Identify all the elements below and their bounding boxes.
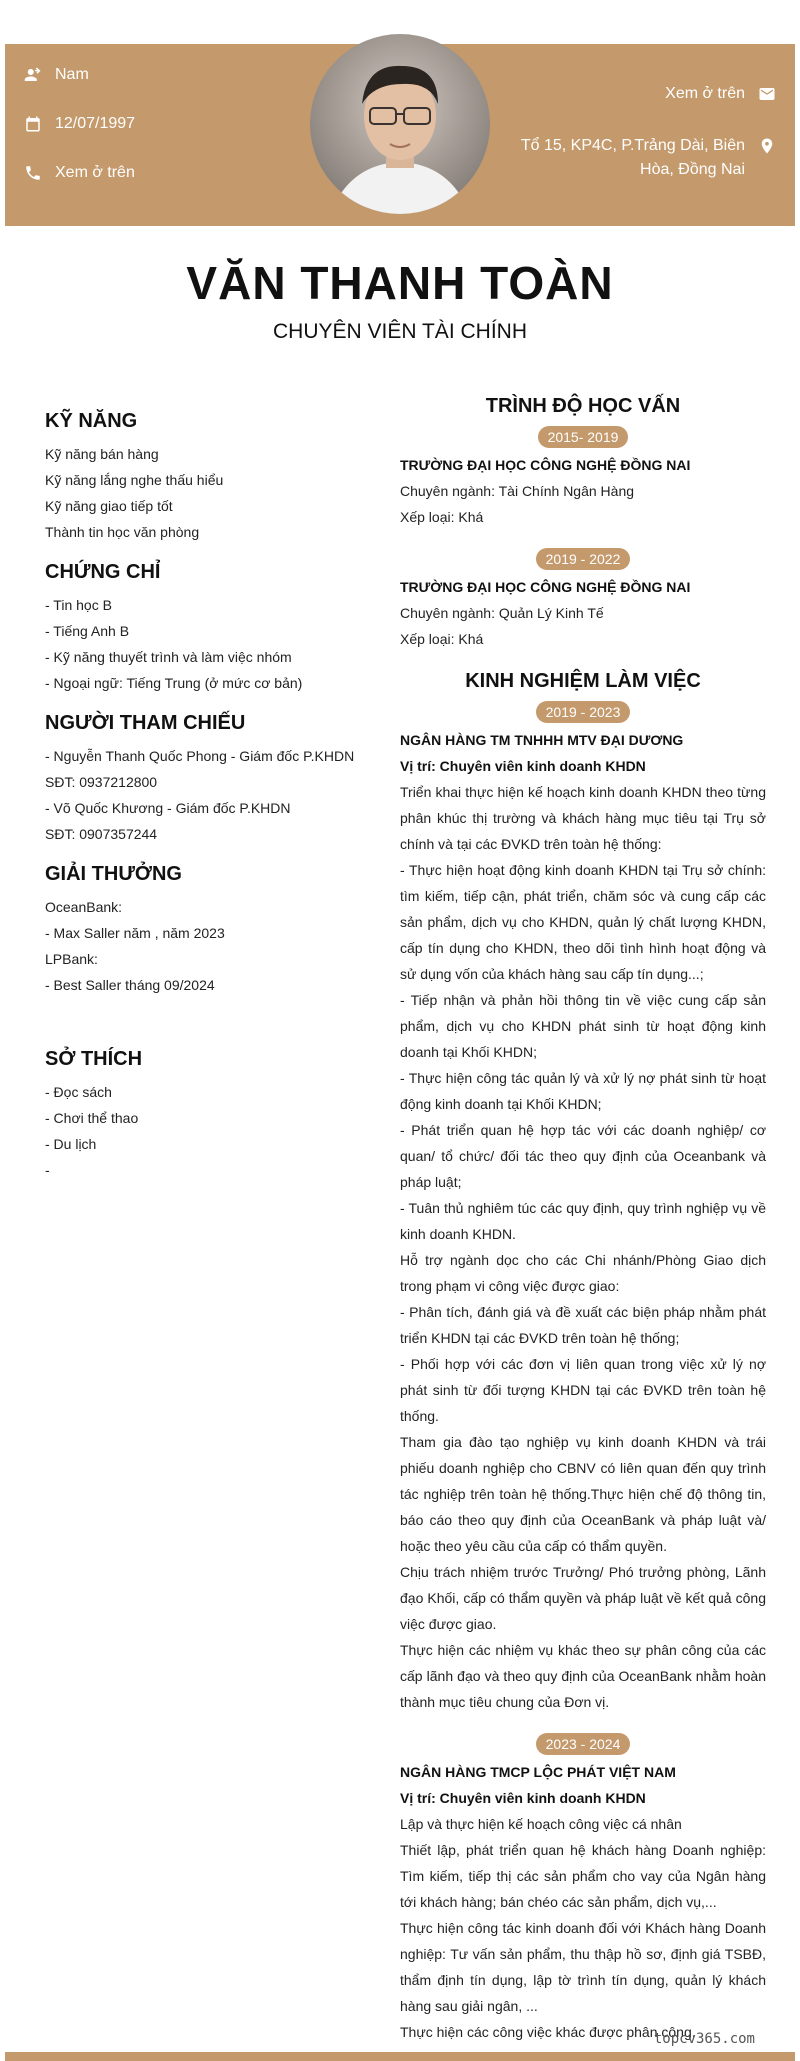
references-section: [45, 712, 375, 847]
list-item: SĐT: 0907357244: [45, 826, 158, 842]
birthday-row: [24, 115, 135, 133]
calendar-icon: [24, 115, 42, 133]
certificates-section: [45, 561, 375, 696]
major: Chuyên ngành: Quản Lý Kinh Tế: [400, 605, 604, 621]
address-row: [496, 134, 776, 182]
duty-line: - Phát triển quan hệ hợp tác với các doanh nghiệp/ cơ quan/ tổ chức/ đối tác theo quy định của Oceanbank và pháp luật;: [400, 1122, 766, 1190]
period-badge: 2019 - 2023: [536, 701, 631, 723]
grade: Xếp loại: Khá: [400, 509, 484, 525]
gender-icon: [24, 66, 42, 84]
list-item: Kỹ năng bán hàng: [45, 446, 159, 462]
list-item: - Max Saller năm , năm 2023: [45, 925, 225, 941]
duty-line: - Thực hiện công tác quản lý và xử lý nợ phát sinh từ hoạt động kinh doanh tại Khối KHDN;: [400, 1070, 766, 1112]
list-item: Kỹ năng giao tiếp tốt: [45, 498, 173, 514]
duty-line: Lập và thực hiện kế hoạch công việc cá nhân: [400, 1816, 682, 1832]
address-block: [521, 134, 745, 182]
duty-line: Thực hiện công tác kinh doanh đối với Khách hàng Doanh nghiệp: Tư vấn sản phẩm, thu thập hồ sơ, định giá TSBĐ, thẩm định tín dụng, lập tờ trình tín dụng, quản lý khách hàng sau giải ngân, ...: [400, 1920, 766, 2014]
gender-row: [24, 66, 89, 84]
school-name: TRƯỜNG ĐẠI HỌC CÔNG NGHỆ ĐỒNG NAI: [400, 457, 691, 473]
right-column: [400, 395, 766, 2061]
watermark: topcv365.com: [653, 2031, 755, 2047]
education-entry: [400, 548, 766, 652]
company-name: NGÂN HÀNG TM TNHHH MTV ĐẠI DƯƠNG: [400, 732, 684, 748]
duty-line: Tham gia đào tạo nghiệp vụ kinh doanh KHDN và trái phiếu doanh nghiệp cho CBNV có liên quan đến quy trình tác nghiệp trên toàn hệ thống.Thực hiện chế độ thông tin, báo cáo theo quy định của OceanBank và pháp luật và/ hoặc theo yêu cầu của cấp có thẩm quyền.: [400, 1434, 766, 1554]
list-item: - Tiếng Anh B: [45, 623, 130, 639]
experience-entry: [400, 1733, 766, 2045]
duty-line: Thực hiện các công việc khác được phân công.: [400, 2024, 696, 2040]
experience-section: [400, 670, 766, 2045]
position: Vị trí: Chuyên viên kinh doanh KHDN: [400, 1790, 646, 1806]
skills-section: [45, 410, 375, 545]
list-item: - Tin học B: [45, 597, 112, 613]
address-line1: Tổ 15, KP4C, P.Trảng Dài, Biên: [520, 137, 745, 154]
duty-line: Triển khai thực hiện kế hoạch kinh doanh KHDN theo từng phân khúc thị trường và khách hàng mục tiêu tại Trụ sở chính và tại các ĐVKD trên toàn hệ thống:: [400, 784, 766, 852]
list-item: - Best Saller tháng 09/2024: [45, 977, 215, 993]
section-title: KINH NGHIỆM LÀM VIỆC: [465, 670, 701, 692]
duty-line: - Phân tích, đánh giá và đề xuất các biện pháp nhằm phát triển KHDN tại các ĐVKD trên toàn hệ thống;: [400, 1304, 766, 1346]
job-title: CHUYÊN VIÊN TÀI CHÍNH: [273, 320, 527, 343]
period-badge: 2023 - 2024: [536, 1733, 631, 1755]
duty-line: - Thực hiện hoạt động kinh doanh KHDN tại Trụ sở chính: tìm kiếm, tiếp cận, phát triển, chăm sóc và cung cấp các sản phẩm, dịch vụ cho KHDN, quản lý chất lượng KHDN, cấp tín dụng cho KHDN, theo dõi tình hình hoạt động và sử dụng vốn của khách hàng sau cấp tín dụng...;: [400, 862, 766, 982]
awards-section: [45, 863, 375, 998]
company-name: NGÂN HÀNG TMCP LỘC PHÁT VIỆT NAM: [400, 1764, 676, 1780]
period-badge: 2019 - 2022: [536, 548, 631, 570]
education-section: [400, 395, 766, 652]
list-item: - Đọc sách: [45, 1084, 112, 1100]
section-title: GIẢI THƯỞNG: [45, 863, 182, 885]
duty-line: Hỗ trợ ngành dọc cho các Chi nhánh/Phòng Giao dịch trong phạm vi công việc được giao:: [400, 1252, 766, 1294]
list-item: - Võ Quốc Khương - Giám đốc P.KHDN: [45, 800, 291, 816]
education-entry: [400, 426, 766, 530]
list-item: LPBank:: [45, 951, 98, 967]
duty-line: - Phối hợp với các đơn vị liên quan trong việc xử lý nợ phát sinh từ đối tượng KHDN tại các ĐVKD trên toàn hệ thống.: [400, 1356, 766, 1424]
birthday-value: 12/07/1997: [55, 115, 136, 132]
phone-row: [24, 164, 135, 182]
duty-line: - Tiếp nhận và phản hồi thông tin về việc cung cấp sản phẩm, dịch vụ cho KHDN phát sinh từ hoạt động kinh doanh tại Khối KHDN;: [400, 992, 766, 1060]
gender-value: Nam: [55, 66, 89, 83]
left-column: [45, 410, 375, 1199]
list-item: Thành tin học văn phòng: [45, 524, 200, 540]
avatar-portrait: [310, 34, 490, 214]
section-title: KỸ NĂNG: [45, 410, 138, 432]
list-item: Kỹ năng lắng nghe thấu hiểu: [45, 472, 224, 488]
list-item: - Ngoại ngữ: Tiếng Trung (ở mức cơ bản): [45, 675, 303, 691]
list-item: SĐT: 0937212800: [45, 774, 158, 790]
phone-icon: [24, 164, 42, 182]
address-line2: Hòa, Đồng Nai: [640, 161, 745, 178]
school-name: TRƯỜNG ĐẠI HỌC CÔNG NGHỆ ĐỒNG NAI: [400, 579, 691, 595]
duty-line: Thiết lập, phát triển quan hệ khách hàng Doanh nghiệp: Tìm kiếm, tiếp thị các sản phẩm cho vay của Ngân hàng tới khách hàng; bán chéo các sản phẩm, dịch vụ,...: [400, 1842, 766, 1910]
experience-entry: [400, 701, 766, 1715]
list-item: - Nguyễn Thanh Quốc Phong - Giám đốc P.KHDN: [45, 748, 355, 764]
list-item: -: [45, 1162, 50, 1178]
footer-band: [5, 2052, 795, 2061]
section-title: SỞ THÍCH: [45, 1048, 143, 1070]
list-item: - Kỹ năng thuyết trình và làm việc nhóm: [45, 649, 292, 665]
section-title: TRÌNH ĐỘ HỌC VẤN: [485, 395, 681, 417]
email-value: Xem ở trên: [665, 85, 745, 102]
hobbies-section: [45, 1048, 375, 1183]
list-item: OceanBank:: [45, 899, 123, 915]
email-row: [496, 85, 776, 103]
location-pin-icon: [758, 137, 776, 155]
section-title: CHỨNG CHỈ: [45, 561, 161, 583]
duty-line: Chịu trách nhiệm trước Trưởng/ Phó trưởng phòng, Lãnh đạo Khối, cấp có thẩm quyền và pháp luật về kết quả công việc được giao.: [400, 1564, 766, 1632]
phone-value: Xem ở trên: [55, 164, 135, 181]
candidate-name: VĂN THANH TOÀN: [186, 257, 614, 309]
position: Vị trí: Chuyên viên kinh doanh KHDN: [400, 758, 646, 774]
period-badge: 2015- 2019: [538, 426, 629, 448]
duty-line: - Tuân thủ nghiêm túc các quy định, quy trình nghiệp vụ về kinh doanh KHDN.: [400, 1200, 766, 1242]
duty-line: Thực hiện các nhiệm vụ khác theo sự phân công của các cấp lãnh đạo và theo quy định của OceanBank nhằm hoàn thành mục tiêu chung của Đơn vị.: [400, 1642, 766, 1710]
section-title: NGƯỜI THAM CHIẾU: [45, 712, 246, 734]
grade: Xếp loại: Khá: [400, 631, 484, 647]
list-item: - Du lịch: [45, 1136, 97, 1152]
major: Chuyên ngành: Tài Chính Ngân Hàng: [400, 483, 635, 499]
list-item: - Chơi thể thao: [45, 1110, 139, 1126]
envelope-icon: [758, 85, 776, 103]
avatar: [310, 34, 490, 214]
